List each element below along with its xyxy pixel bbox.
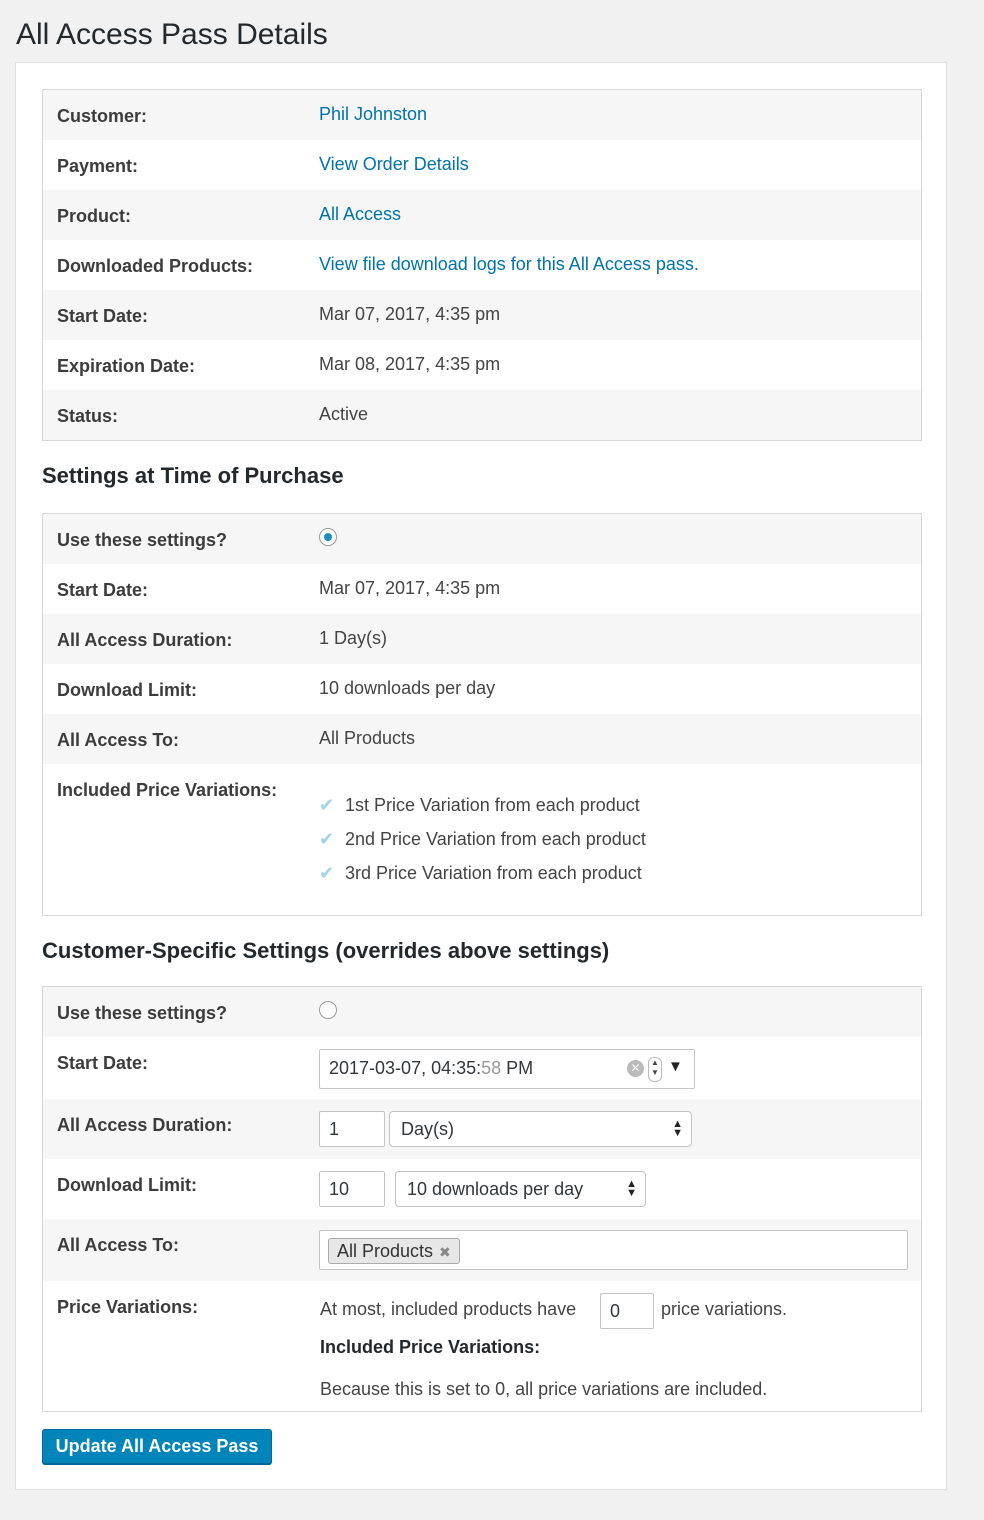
included-variations-label: Included Price Variations: <box>57 780 278 800</box>
limit-number-value: 10 <box>329 1179 350 1199</box>
variations-suffix: price variations. <box>661 1299 788 1319</box>
included-variations-note: Because this is set to 0, all price variations are included. <box>320 1379 768 1399</box>
datetime-text <box>329 1058 533 1079</box>
variation-text: 1st Price Variation from each product <box>345 795 640 815</box>
duration-unit-select[interactable] <box>389 1111 692 1147</box>
duration-number-value: 1 <box>329 1119 340 1139</box>
variation-text: 2nd Price Variation from each product <box>345 829 646 849</box>
select-arrows-icon: ▲ ▼ <box>672 1118 683 1139</box>
detail-row-customer <box>43 90 921 140</box>
detail-row-product <box>43 190 921 240</box>
access-to-multiselect[interactable] <box>319 1230 908 1270</box>
limit-unit-value: 10 downloads per day <box>407 1179 584 1199</box>
purchase-access-row <box>43 714 921 764</box>
detail-label: Product: <box>57 206 131 226</box>
custom-duration-row <box>43 1099 921 1159</box>
access-tag <box>328 1238 460 1264</box>
access-to-label: All Access To: <box>57 1235 180 1255</box>
purchase-start-row <box>43 564 921 614</box>
detail-row-downloaded <box>43 240 921 290</box>
purchase-variations-row <box>43 764 921 915</box>
details-table <box>42 89 922 441</box>
remove-tag-icon[interactable]: ✖ <box>439 1244 451 1260</box>
purchase-access-value: All Products <box>319 728 416 748</box>
detail-row-start <box>43 290 921 340</box>
detail-row-payment <box>43 140 921 190</box>
purchase-use-row <box>43 514 921 564</box>
duration-label: All Access Duration: <box>57 630 233 650</box>
variations-count-value: 0 <box>610 1301 621 1321</box>
select-arrows-icon: ▲ ▼ <box>626 1178 637 1199</box>
detail-label: Expiration Date: <box>57 356 196 376</box>
custom-access-row <box>43 1219 921 1281</box>
purchase-settings-heading: Settings at Time of Purchase <box>42 463 344 488</box>
status-value: Active <box>319 404 369 424</box>
custom-settings-heading: Customer-Specific Settings (overrides above settings) <box>42 938 610 963</box>
duration-unit-value: Day(s) <box>401 1119 454 1139</box>
use-settings-label: Use these settings? <box>57 1003 228 1023</box>
radio-selected-dot <box>324 533 332 541</box>
datetime-seconds: 58 <box>481 1058 502 1078</box>
limit-number-input[interactable] <box>319 1171 385 1207</box>
purchase-limit-value: 10 downloads per day <box>319 678 496 698</box>
custom-variations-row <box>43 1281 921 1411</box>
included-variations-heading: Included Price Variations: <box>320 1337 541 1357</box>
download-logs-link[interactable]: View file download logs for this All Access pass. <box>319 254 699 274</box>
start-datetime-input[interactable] <box>319 1049 695 1089</box>
purchase-duration-value: 1 Day(s) <box>319 628 388 648</box>
customer-link[interactable]: Phil Johnston <box>319 104 428 124</box>
product-link[interactable]: All Access <box>319 204 402 224</box>
purchase-use-radio[interactable] <box>319 528 337 546</box>
check-icon: ✔ <box>319 795 335 815</box>
detail-row-expiration <box>43 340 921 390</box>
page-title: All Access Pass Details <box>16 18 328 51</box>
view-order-link[interactable]: View Order Details <box>319 154 469 174</box>
detail-label: Start Date: <box>57 306 149 326</box>
variations-prefix: At most, included products have <box>320 1299 577 1319</box>
start-date-value: Mar 07, 2017, 4:35 pm <box>319 304 501 324</box>
download-limit-label: Download Limit: <box>57 680 197 700</box>
access-tag-label: All Products <box>337 1241 434 1261</box>
detail-label: Customer: <box>57 106 148 126</box>
check-icon: ✔ <box>319 863 335 883</box>
datetime-ampm: PM <box>501 1058 534 1078</box>
detail-row-status <box>43 390 921 440</box>
detail-label: Status: <box>57 406 119 426</box>
start-date-label: Start Date: <box>57 1053 149 1073</box>
datetime-main: 2017-03-07, 04:35: <box>329 1058 482 1078</box>
check-icon: ✔ <box>319 829 335 849</box>
clear-icon[interactable]: ✕ <box>627 1060 644 1077</box>
access-to-label: All Access To: <box>57 730 180 750</box>
detail-label: Downloaded Products: <box>57 256 254 276</box>
download-limit-label: Download Limit: <box>57 1175 197 1195</box>
custom-start-row <box>43 1037 921 1099</box>
purchase-duration-row <box>43 614 921 664</box>
purchase-start-value: Mar 07, 2017, 4:35 pm <box>319 578 501 598</box>
spinner-icon[interactable]: ▲ ▼ <box>648 1057 662 1082</box>
variations-count-input[interactable] <box>600 1293 654 1329</box>
duration-label: All Access Duration: <box>57 1115 233 1135</box>
purchase-settings-table <box>42 513 922 916</box>
use-settings-label: Use these settings? <box>57 530 228 550</box>
variation-item <box>319 795 640 816</box>
price-variations-label: Price Variations: <box>57 1297 199 1317</box>
update-pass-button[interactable]: Update All Access Pass <box>42 1429 272 1464</box>
custom-use-radio[interactable] <box>319 1001 337 1019</box>
custom-limit-row <box>43 1159 921 1219</box>
variation-item <box>319 863 642 884</box>
start-date-label: Start Date: <box>57 580 149 600</box>
dropdown-arrow-icon[interactable]: ▼ <box>668 1058 683 1075</box>
duration-number-input[interactable] <box>319 1111 385 1147</box>
custom-settings-table <box>42 986 922 1412</box>
detail-label: Payment: <box>57 156 139 176</box>
limit-unit-select[interactable] <box>395 1171 646 1207</box>
custom-use-row <box>43 987 921 1037</box>
variation-item <box>319 829 646 850</box>
expiration-date-value: Mar 08, 2017, 4:35 pm <box>319 354 501 374</box>
variation-text: 3rd Price Variation from each product <box>345 863 642 883</box>
purchase-limit-row <box>43 664 921 714</box>
